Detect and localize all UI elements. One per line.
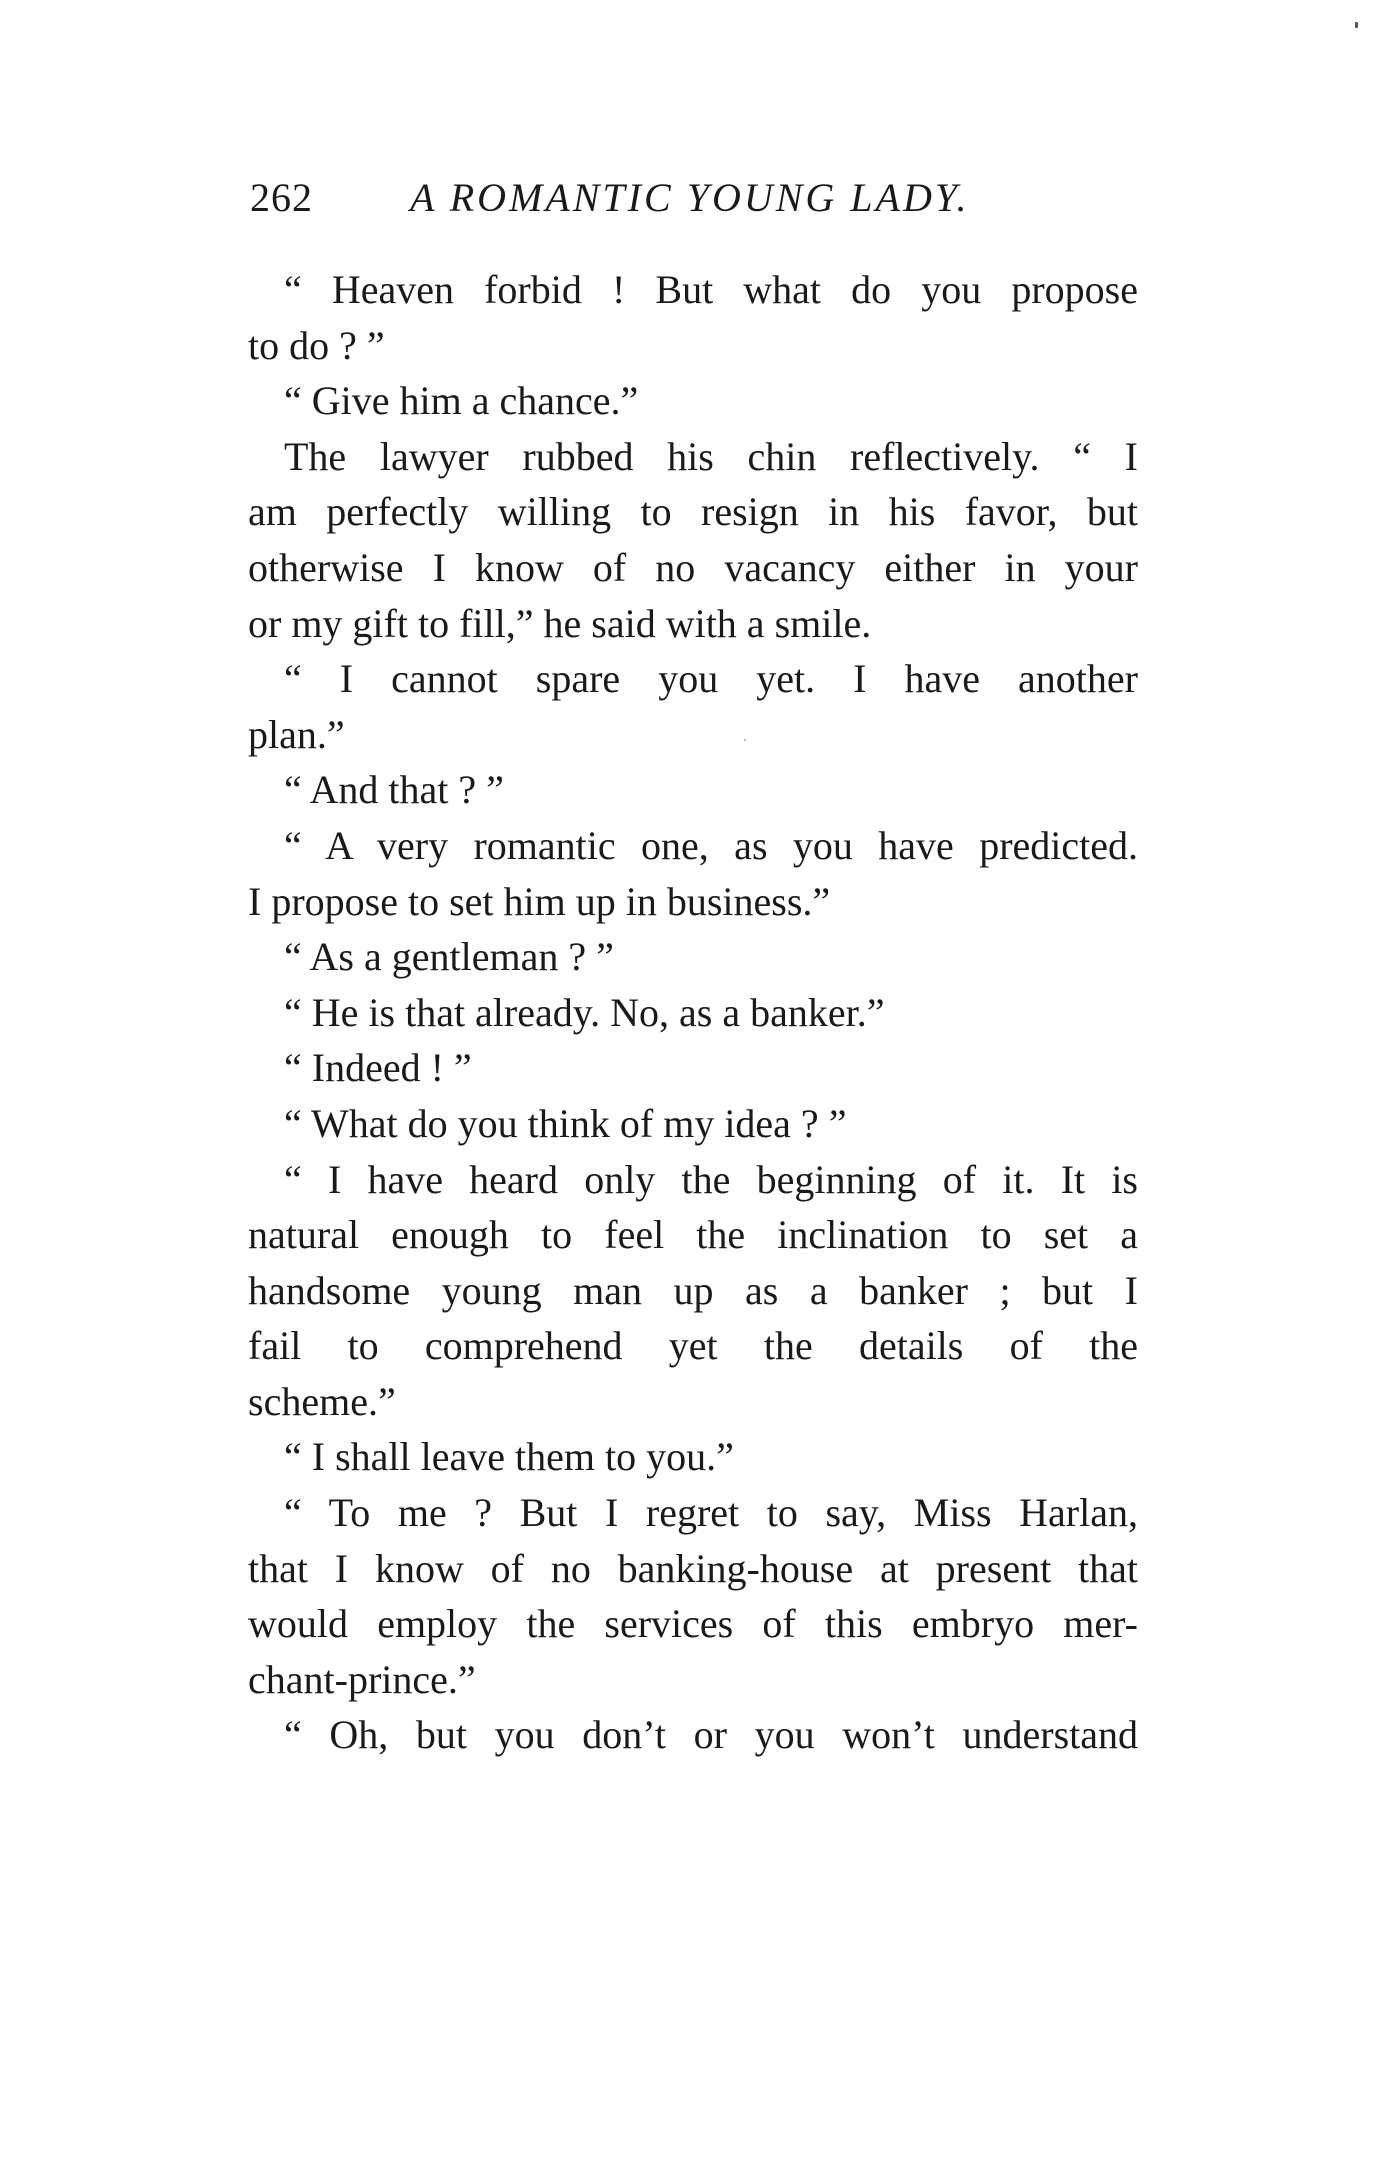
scan-speck [1355, 22, 1358, 28]
text-line: that I know of no banking-house at present that [248, 1545, 1138, 1591]
text-line: “ To me ? But I regret to say, Miss Harlan, [284, 1490, 1138, 1536]
running-header [250, 170, 1010, 226]
text-line: “ I shall leave them to you.” [284, 1434, 734, 1480]
running-title: A ROMANTIC YOUNG LADY. [410, 175, 970, 220]
text-line: “ Heaven forbid ! But what do you propose [284, 267, 1138, 312]
text-line: “ And that ? ” [284, 767, 504, 813]
text-line: “ Oh, but you don’t or you won’t understand [284, 1712, 1138, 1758]
text-line: natural enough to feel the inclination to set a [248, 1212, 1138, 1258]
text-line: The lawyer rubbed his chin reflectively. “ I [284, 433, 1138, 479]
text-line: or my gift to fill,” he said with a smile. [248, 600, 872, 646]
text-line: I propose to set him up in business.” [248, 878, 831, 924]
text-line: “ He is that already. No, as a banker.” [284, 989, 885, 1035]
text-line: “ A very romantic one, as you have predicted. [284, 822, 1138, 868]
text-line: “ What do you think of my idea ? ” [284, 1100, 847, 1146]
text-line: to do ? ” [248, 322, 385, 368]
text-line: am perfectly willing to resign in his favor, but [248, 489, 1138, 535]
text-line: handsome young man up as a banker ; but I [248, 1267, 1138, 1313]
text-line: “ As a gentleman ? ” [284, 934, 614, 980]
text-line: “ Give him a chance.” [284, 378, 639, 424]
page-number: 262 [250, 175, 313, 220]
text-line: “ Indeed ! ” [284, 1045, 472, 1091]
text-line: fail to comprehend yet the details of the [248, 1323, 1138, 1369]
text-line: chant-prince.” [248, 1656, 476, 1702]
text-line: otherwise I know of no vacancy either in your [248, 544, 1138, 590]
text-line: would employ the services of this embryo mer- [248, 1601, 1138, 1647]
body-text [248, 262, 1138, 1763]
text-line: “ I have heard only the beginning of it. It is [284, 1156, 1138, 1202]
text-line: “ I cannot spare you yet. I have another [284, 656, 1138, 702]
text-line: plan.” [248, 711, 345, 757]
text-line: scheme.” [248, 1378, 396, 1424]
